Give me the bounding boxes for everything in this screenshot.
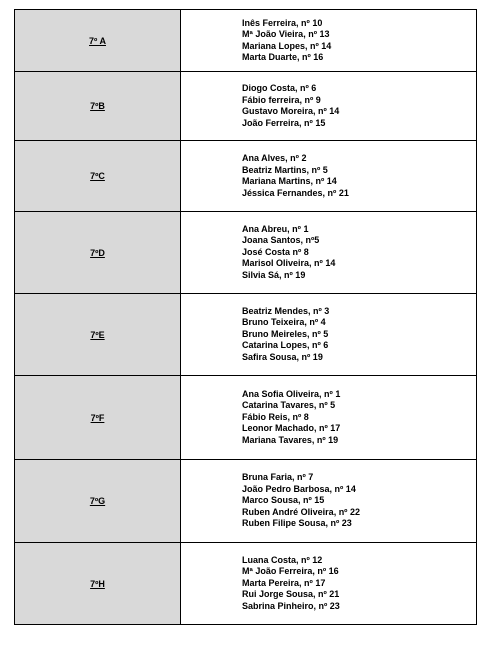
student-entry: João Ferreira, nº 15 (242, 117, 326, 128)
student-entry: Catarina Lopes, nº 6 (242, 340, 329, 351)
student-entry: Beatriz Martins, nº 5 (242, 164, 328, 175)
student-entry: Gustavo Moreira, nº 14 (242, 106, 340, 116)
student-entry: Bruna Faria, nº 7 (242, 472, 314, 483)
class-label: 7ºH (15, 543, 181, 625)
students-list (181, 294, 477, 376)
students-list (181, 10, 477, 72)
table-row (15, 294, 477, 376)
student-entry: Mª João Vieira, nº 13 (242, 29, 330, 39)
class-label: 7ºD (15, 212, 181, 294)
student-entry: Diogo Costa, nº 6 (242, 83, 317, 93)
student-entry: Fábio Reis, nº 8 (242, 411, 309, 422)
student-entry: Ana Alves, nº 2 (242, 153, 307, 163)
student-entry: José Costa nº 8 (242, 246, 309, 257)
student-entry: Safira Sousa, nº 19 (242, 351, 323, 362)
students-list (181, 543, 477, 625)
student-entry: Inês Ferreira, nº 10 (242, 17, 323, 28)
student-entry: Luana Costa, nº 12 (242, 554, 323, 565)
student-entry: Ana Abreu, nº 1 (242, 223, 309, 234)
class-label: 7ºB (15, 72, 181, 141)
class-label: 7ºF (15, 376, 181, 460)
student-entry: Joana Santos, nº5 (242, 235, 320, 246)
student-entry: Ruben Filipe Sousa, nº 23 (242, 518, 352, 529)
student-entry: Marta Pereira, nº 17 (242, 577, 326, 588)
class-label: 7ºC (15, 141, 181, 212)
class-students-table (14, 9, 477, 625)
student-entry: João Pedro Barbosa, nº 14 (242, 483, 356, 494)
student-entry: Silvia Sá, nº 19 (242, 269, 306, 280)
student-entry: Mariana Lopes, nº 14 (242, 40, 332, 51)
class-label: 7ºE (15, 294, 181, 376)
student-entry: Marisol Oliveira, nº 14 (242, 258, 336, 269)
student-entry: Rui Jorge Sousa, nº 21 (242, 589, 340, 600)
student-entry: Bruno Meireles, nº 5 (242, 328, 329, 339)
student-entry: Catarina Tavares, nº 5 (242, 400, 336, 411)
class-label: 7º A (15, 10, 181, 72)
student-entry: Bruno Teixeira, nº 4 (242, 317, 326, 328)
student-entry: Mariana Martins, nº 14 (242, 176, 337, 186)
student-entry: Marta Duarte, nº 16 (242, 52, 324, 62)
student-entry: Marco Sousa, nº 15 (242, 495, 325, 506)
student-entry: Sabrina Pinheiro, nº 23 (242, 600, 340, 611)
student-entry: Fábio ferreira, nº 9 (242, 94, 321, 105)
table-row (15, 72, 477, 141)
student-entry: Leonor Machado, nº 17 (242, 423, 341, 434)
table-row (15, 460, 477, 543)
table-row (15, 212, 477, 294)
table-row (15, 543, 477, 625)
students-list (181, 72, 477, 141)
table-row (15, 10, 477, 72)
student-entry: Beatriz Mendes, nº 3 (242, 305, 330, 316)
table-row (15, 376, 477, 460)
student-entry: Ana Sofia Oliveira, nº 1 (242, 388, 341, 399)
students-list (181, 460, 477, 543)
table-row (15, 141, 477, 212)
student-entry: Jéssica Fernandes, nº 21 (242, 187, 349, 198)
class-label: 7ºG (15, 460, 181, 543)
students-list (181, 141, 477, 212)
students-list (181, 212, 477, 294)
students-list (181, 376, 477, 460)
student-entry: Mª João Ferreira, nº 16 (242, 566, 339, 577)
student-entry: Mariana Tavares, nº 19 (242, 434, 339, 445)
student-entry: Ruben André Oliveira, nº 22 (242, 506, 360, 517)
